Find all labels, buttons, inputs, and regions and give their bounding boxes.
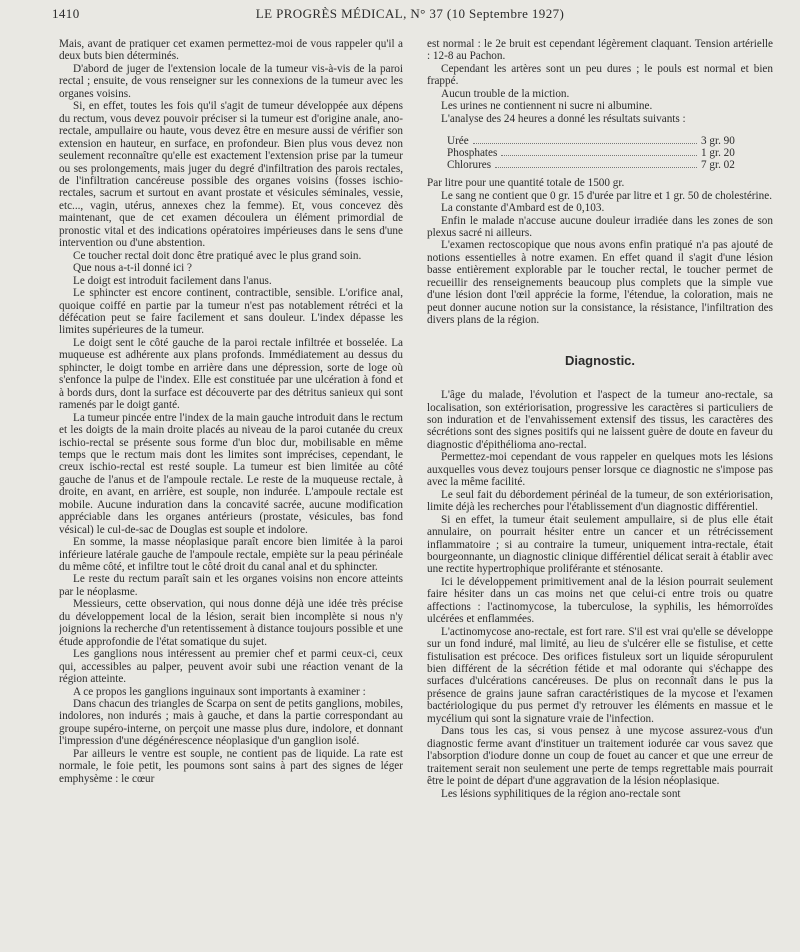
page-number: 1410 xyxy=(52,6,80,21)
paragraph: Les urines ne contiennent ni sucre ni albumine. xyxy=(441,100,653,113)
paragraph: L'analyse des 24 heures a donné les résultats suivants : xyxy=(441,112,686,125)
paragraph: Aucun trouble de la miction. xyxy=(441,87,570,100)
paragraph: est normal : le 2e bruit est cependant légèrement claquant. Tension artérielle : 12-8 au Pachon. xyxy=(427,38,773,63)
paragraph: L'examen rectoscopique que nous avons enfin pratiqué n'a pas ajouté de notions essentielles à notre examen. En effet quand il s'agit d'une lésion basse entièrement explorable par le toucher rectal, le toucher permet de recueillir des renseignements beaucoup plus complets que la simple vue d'une lésion dont l'œil apprécie la forme, l'étendue, la coloration, mais ne peut donner aucune notion sur la consistance, la résistance, l'infiltration des divers plans de la région. xyxy=(427,239,773,327)
paragraph: Si, en effet, toutes les fois qu'il s'agit de tumeur développée aux dépens du rectum, vous devez pouvoir préciser si la tumeur est d'origine anale, ano-rectale, ampullaire ou haute, vous devez être en mesure aussi de vérifier son extension en hauteur, en surface, en profondeur. Bien plus vous devez non seulement reconnaître qu'elle est exactement l'extension prise par la tumeur ou ses prolongements, mais juger du degré d'infiltration des parois rectales, de l'infiltration cancéreuse possible des organes voisins (fosses ischio-rectales, sacrum et surtout en avant prostate et vésicules séminales, vessie, etc..., vagin, utérus, annexes chez la femme). Et, vous concevez dès maintenant, que de cet examen découlera un élément primordial de pronostic vital et des indications opératoires impérieuses dans le sens d'une intervention ou d'une abstention. xyxy=(59,100,403,250)
paragraph: L'actinomycose ano-rectale, est fort rare. S'il est vrai qu'elle se développe sur un fond induré, mal limité, au lieu de s'ulcérer elle se fistulise, et cette fistulisation est précoce. Des orifices fistuleux sort un liquide séropurulent bien différent de la sécrétion fétide et mal odorante qui s'échappe des surfaces d'ulcérations cancéreuses. De plus on reconnaît dans le pus la présence de grains jaune safran caractéristiques de la mycose et l'examen bactériologique du pus permet d'y retrouver les éléments en massue et le mycélium qui sont la signature vraie de l'infection. xyxy=(427,625,773,725)
paragraph: Permettez-moi cependant de vous rappeler en quelques mots les lésions auxquelles vous devez toujours penser lorsque ce diagnostic ne s'impose pas avec la même facilité. xyxy=(427,451,773,489)
table-cell-value: 1 gr. 20 xyxy=(701,147,735,160)
paragraph: Cependant les artères sont un peu dures ; le pouls est normal et bien frappé. xyxy=(427,62,773,88)
table-row xyxy=(447,159,747,171)
table-cell-label: Chlorures xyxy=(447,159,492,172)
paragraph: Dans chacun des triangles de Scarpa on sent de petits ganglions, mobiles, indolores, non indurés ; mais à gauche, et dans la partie correspondant au groupe supéro-interne, on perçoit une masse plus dure, indolore, et donnant l'impression d'une dégénérescence néoplasique d'un ganglion isolé. xyxy=(59,698,403,748)
paragraph: Par ailleurs le ventre est souple, ne contient pas de liquide. La rate est normale, le foie petit, les poumons sont sains à part des signes de léger emphysème : le cœur xyxy=(59,747,403,785)
paragraph: Le sang ne contient que 0 gr. 15 d'urée par litre et 1 gr. 50 de cholestérine. xyxy=(441,189,773,202)
table-footnote: Par litre pour une quantité totale de 1500 gr. xyxy=(427,177,625,190)
paragraph: La tumeur pincée entre l'index de la main gauche introduit dans le rectum et les doigts de la main droite placés au niveau de la paroi cutanée du creux ischio-rectal se présente sous forme d'un bloc dur, mobilisable en même temps que le rectum mais dont les limites sont imprécises, cependant, le creux ischio-rectal est resté souple. La tumeur est bien limitée au côté gauche de l'anus et de l'ampoule rectale. Le reste de la muqueuse rectale, à droite, en avant, en arrière, est souple, non indurée. L'ampoule rectale est mobile. Aucune induration dans la concavité sacrée, aucune modification appréciable dans les organes antérieurs (prostate, vésicules, bas fond vésical) le cul-de-sac de Douglas est souple et indolore. xyxy=(59,411,403,536)
table-cell-label: Phosphates xyxy=(447,147,498,160)
running-header xyxy=(52,6,768,26)
journal-title: LE PROGRÈS MÉDICAL, N° 37 (10 Septembre 1927) xyxy=(255,6,565,21)
table-row xyxy=(447,147,747,159)
paragraph: Les ganglions nous intéressent au premier chef et parmi ceux-ci, ceux qui, accessibles au palper, peuvent avoir subi une réaction venant de la région atteinte. xyxy=(59,648,403,686)
table-cell-value: 3 gr. 90 xyxy=(701,135,735,148)
paragraph: La constante d'Ambard est de 0,103. xyxy=(441,202,605,215)
table-cell-label: Urée xyxy=(447,135,469,148)
paragraph: Le doigt est introduit facilement dans l'anus. xyxy=(73,274,272,287)
paragraph: Le doigt sent le côté gauche de la paroi rectale infiltrée et bosselée. La muqueuse est adhérente aux plans profonds. Immédiatement au dessus du sphincter, le doigt tombe en arrière dans une dépression, sorte de loge où s'enfonce la pulpe de l'index. Elle est constituée par une ulcération à fond et à bords durs, dont la surface est découverte par des détritus sanieux qui sont ramenés par le doigt ganté. xyxy=(59,336,403,412)
section-heading: Diagnostic. xyxy=(564,352,636,368)
leader-dots xyxy=(501,155,697,156)
paragraph: Que nous a-t-il donné ici ? xyxy=(73,262,192,275)
left-column xyxy=(59,38,403,948)
table-row xyxy=(447,135,747,147)
table-cell-value: 7 gr. 02 xyxy=(701,159,735,172)
leader-dots xyxy=(495,167,697,168)
paragraph: Si en effet, la tumeur était seulement ampullaire, si de plus elle était annulaire, on pourrait hésiter entre un cancer et un rétrécissement inflammatoire ; si au contraire la tumeur, uniquement intra-rectale, était bourgeonnante, un diagnostic clinique différentiel délicat serait à établir avec une rectite hypertrophique proliférante et sténosante. xyxy=(427,513,773,576)
paragraph: Le reste du rectum paraît sain et les organes voisins non encore atteints par le néoplasme. xyxy=(59,573,403,598)
paragraph: Ici le développement primitivement anal de la lésion pourrait seulement faire hésiter dans un cas moins net que celui-ci entre trois ou quatre affections : l'actinomycose, la tuberculose, la syphilis, les hémorroïdes ulcérées et enflammées. xyxy=(427,575,773,626)
paragraph: L'âge du malade, l'évolution et l'aspect de la tumeur ano-rectale, sa localisation, son extériorisation, progressive les caractères si particuliers de son induration et de l'envahissement extensif des tissus, les caractères des sécrétions sont des signes positifs qui ne laissent guère de doute en faveur du diagnostic d'épithélioma ano-rectal. xyxy=(427,389,773,451)
paragraph: A ce propos les ganglions inguinaux sont importants à examiner : xyxy=(73,685,366,698)
paragraph: Ce toucher rectal doit donc être pratiqué avec le plus grand soin. xyxy=(73,249,362,262)
paragraph: Mais, avant de pratiquer cet examen permettez-moi de vous rappeler qu'il a deux buts bien déterminés. xyxy=(59,38,403,63)
right-column xyxy=(427,38,773,948)
urine-analysis-table xyxy=(447,135,747,171)
paragraph: D'abord de juger de l'extension locale de la tumeur vis-à-vis de la paroi rectal ; ensuite, de vous renseigner sur les connexions de la tumeur avec les organes voisins. xyxy=(59,62,403,100)
paragraph: Messieurs, cette observation, qui nous donne déjà une idée très précise du développement local de la lésion, serait bien incomplète si nous n'y joignions la recherche d'un retentissement à distance toujours possible et une étude approfondie de l'état somatique du sujet. xyxy=(59,598,403,648)
paragraph: En somme, la masse néoplasique paraît encore bien limitée à la paroi inférieure latérale gauche de l'ampoule rectale, empiète sur la peau périnéale du même côté, et infiltre tout le côté droit du canal anal et du sphincter. xyxy=(59,536,403,574)
paragraph: Le seul fait du débordement périnéal de la tumeur, de son extériorisation, limite déjà les recherches pour l'établissement d'un diagnostic différentiel. xyxy=(427,488,773,514)
paragraph: Le sphincter est encore continent, contractible, sensible. L'orifice anal, quoique coiffé en partie par la tumeur n'est pas notablement rétréci et la défécation peut se faire facilement et sans douleur. L'index dépasse les limites supérieures de la tumeur. xyxy=(59,287,403,337)
paragraph: Dans tous les cas, si vous pensez à une mycose assurez-vous d'un diagnostic ferme avant d'instituer un traitement iodurée car vous savez que l'absorption d'iodure donne un coup de fouet au cancer et que une erreur de traitement serait non seulement une perte de temps regrettable mais pourrait être le point de départ d'une aggravation de la lésion néoplasique. xyxy=(427,725,773,788)
paragraph: Enfin le malade n'accuse aucune douleur irradiée dans les zones de son plexus sacré ni ailleurs. xyxy=(427,214,773,239)
paragraph: Les lésions syphilitiques de la région ano-rectale sont xyxy=(441,787,681,800)
leader-dots xyxy=(473,143,697,144)
